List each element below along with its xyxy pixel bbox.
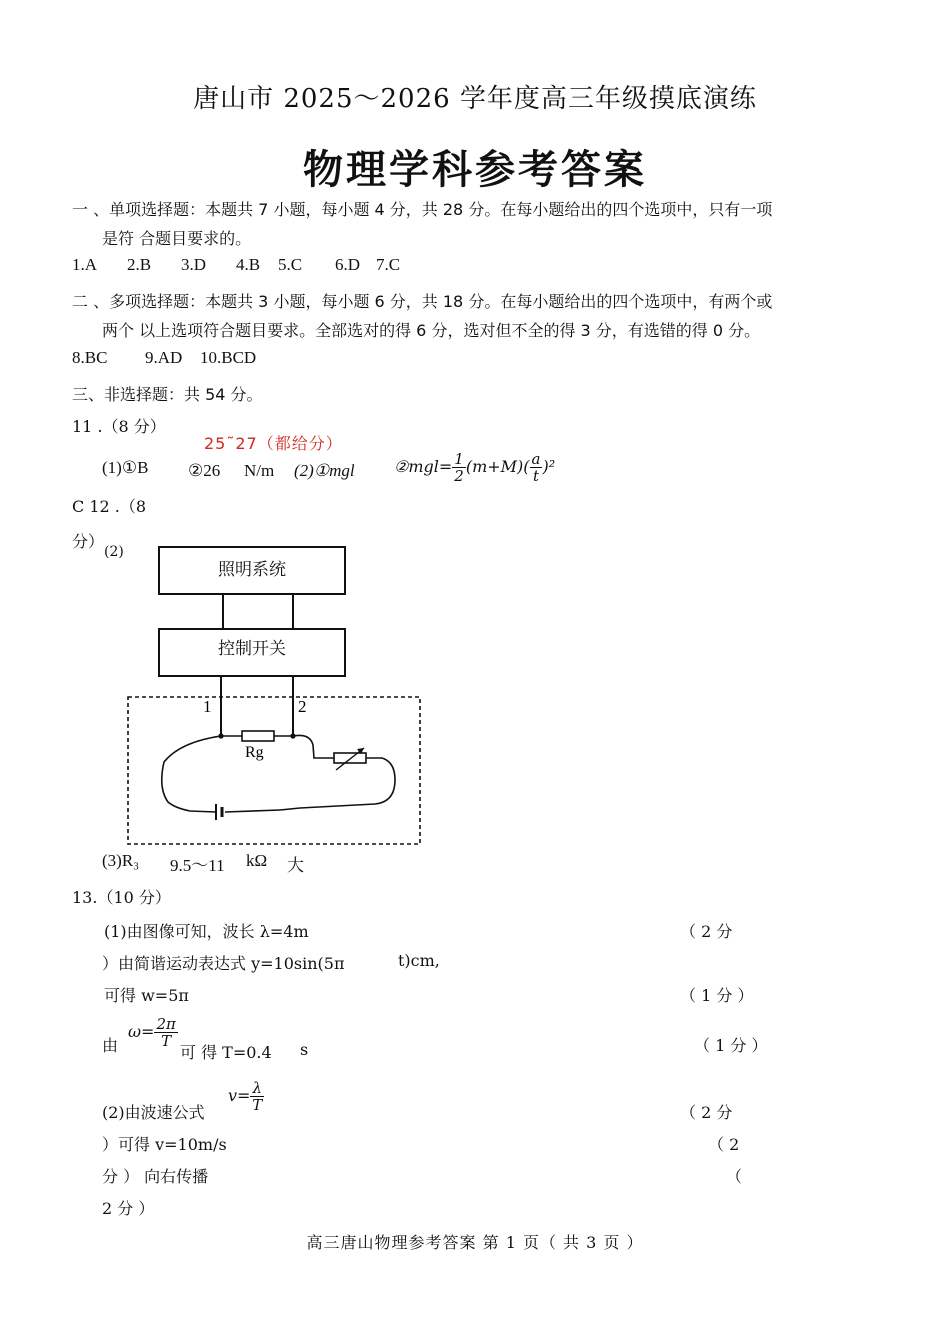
dashed-enclosure <box>128 697 420 844</box>
answer-4: 4.B <box>236 255 261 274</box>
q13-label: 13.（10 分） <box>72 888 171 907</box>
terminal-1-label: 1 <box>203 697 212 716</box>
q13-line1: (1)由图像可知，波长 λ=4m <box>104 922 309 941</box>
section2-heading-cont: 两个 以上选项符合题目要求。全部选对的得 6 分，选对但不全的得 3 分，有选错的得 0 分。 <box>102 321 761 340</box>
q13-line4-score: （ 1 分 ） <box>694 1036 768 1055</box>
q13-line7: 分 ） 向右传播 <box>102 1167 209 1186</box>
page-footer: 高三唐山物理参考答案 第 1 页（ 共 3 页 ） <box>306 1233 644 1252</box>
answer-5: 5.C <box>278 255 303 274</box>
wire-to-rheostat <box>293 735 334 758</box>
q13-line4-unit: s <box>300 1040 309 1059</box>
lighting-system-box: 照明系统 <box>158 546 346 595</box>
q13-line8: 2 分 ） <box>102 1199 155 1218</box>
control-switch-box: 控制开关 <box>158 628 346 677</box>
q13-line2-b: t)cm, <box>398 951 440 970</box>
q13-line5: (2)由波速公式 <box>102 1103 205 1122</box>
q11-red-note: 25˜27（都给分） <box>204 434 343 453</box>
q12-part3-range: 9.5～11 <box>170 856 225 875</box>
q11-formula-prefix: ②mgl= <box>394 457 453 476</box>
section1-heading: 一 、单项选择题：本题共 7 小题，每小题 4 分，共 28 分。在每小题给出的四个选项中，只有一项 <box>72 200 773 219</box>
answer-8: 8.BC <box>72 348 108 367</box>
q11-formula-frac <box>530 451 543 484</box>
q13-v-frac <box>250 1080 264 1113</box>
q13-omega: ω= <box>128 1022 155 1041</box>
q13-line6-score: （ 2 <box>708 1135 740 1154</box>
q13-line5-score: （ 2 分 <box>680 1103 733 1122</box>
answer-2: 2.B <box>127 255 152 274</box>
answer-6: 6.D <box>335 255 361 274</box>
answer-10: 10.BCD <box>200 348 257 367</box>
q13-line2-a: ）由简谐运动表达式 y=10sin(5π <box>102 954 345 973</box>
answer-1: 1.A <box>72 255 98 274</box>
wire-left-return <box>162 736 221 812</box>
q11-part1-b: ②26 <box>188 461 221 480</box>
q13-omega-den: T <box>161 1032 172 1050</box>
wire-right-return <box>300 758 395 808</box>
q11-frac-num: a <box>531 450 541 468</box>
q11-part1-a: (1)①B <box>102 458 149 477</box>
q13-v-den: T <box>252 1096 263 1114</box>
section2-heading: 二 、多项选择题：本题共 3 小题，每小题 6 分，共 18 分。在每小题给出的四个选项中，有两个或 <box>72 292 773 311</box>
q13-omega-formula <box>128 1016 178 1049</box>
q13-line6: ）可得 v=10m/s <box>102 1135 227 1154</box>
q13-omega-num: 2π <box>156 1015 176 1033</box>
resistor-rg <box>242 731 274 741</box>
q11-frac-den: t <box>532 467 539 485</box>
section1-heading-cont: 是符 合题目要求的。 <box>102 229 252 248</box>
rg-label: Rg <box>245 744 264 761</box>
q11-formula-half <box>452 451 466 484</box>
switch-blade <box>280 808 300 810</box>
q11-part2-a: (2)①mgl <box>294 461 355 480</box>
q11-formula-mid: (m+M)( <box>465 457 530 476</box>
q12-part3-answer: 大 <box>287 856 304 875</box>
q11-part1-unit: N/m <box>244 461 275 480</box>
q13-line4-mid: 可 得 T=0.4 <box>180 1043 272 1062</box>
q12-part3-r: (3)R₃ <box>102 851 140 870</box>
q11-formula-suffix: )² <box>542 457 556 476</box>
terminal-2-label: 2 <box>298 697 307 716</box>
q13-line1-score: （ 2 分 <box>680 922 733 941</box>
answer-3: 3.D <box>181 255 207 274</box>
q12-sub2: (2) <box>104 544 124 560</box>
wire-battery-right <box>225 810 280 812</box>
q13-line3-score: （ 1 分 ） <box>680 986 754 1005</box>
q12-part3-unit: kΩ <box>246 851 268 870</box>
q11-half-den: 2 <box>454 467 464 485</box>
page-title: 物理学科参考答案 <box>303 147 647 193</box>
answer-7: 7.C <box>376 255 401 274</box>
q13-line3: 可得 w=5π <box>104 986 189 1005</box>
q11-half-num: 1 <box>454 450 464 468</box>
answer-9: 9.AD <box>145 348 183 367</box>
q13-line7-score: （ <box>726 1167 743 1186</box>
page-subtitle: 唐山市 2025～2026 学年度高三年级摸底演练 <box>193 84 757 114</box>
q13-v-formula <box>228 1080 264 1113</box>
q11-part2-b-formula <box>394 451 555 484</box>
q13-omega-frac <box>154 1016 177 1049</box>
q13-line4-pre: 由 <box>102 1036 119 1055</box>
q13-v: v= <box>228 1086 251 1105</box>
section3-heading: 三、非选择题：共 54 分。 <box>72 385 263 404</box>
rheostat <box>334 753 366 763</box>
q12-label-b: 分） <box>72 532 105 551</box>
q12-label-a: C 12 .（8 <box>72 497 147 516</box>
q13-v-num: λ <box>252 1079 262 1097</box>
q11-label: 11 .（8 分） <box>72 417 166 436</box>
